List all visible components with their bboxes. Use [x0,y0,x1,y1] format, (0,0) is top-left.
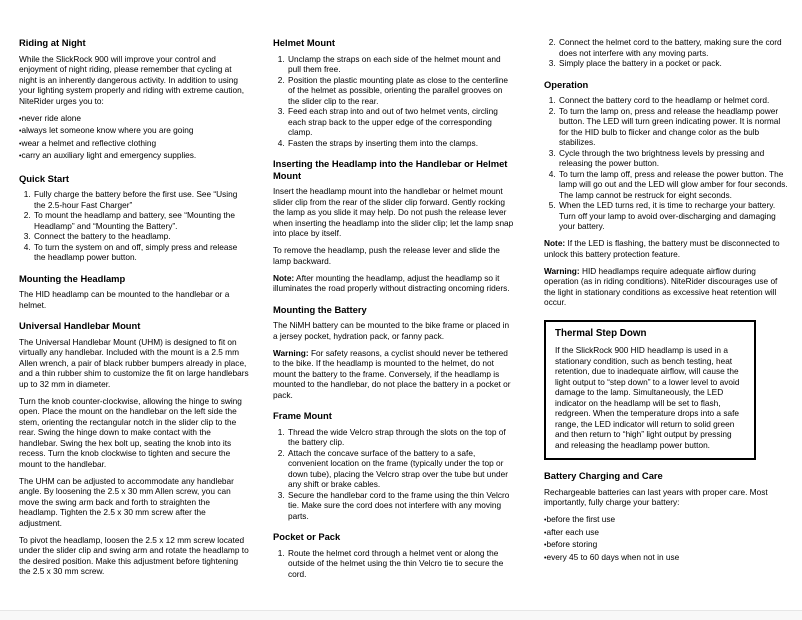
numbered-item: 3. Connect the battery to the headlamp. [33,231,249,242]
section-heading: Mounting the Headlamp [19,272,126,284]
bullet-item: • every 45 to 60 days when not in use [544,552,790,565]
numbered-item: 1. Route the helmet cord through a helmet vent or along the outside of the helmet using the thin Velcro tie to secure the cord. [287,548,515,580]
paragraph: While the SlickRock 900 will improve your control and enjoyment of night riding, please remember that cycling at night is an inherently dangerous activity. In addition to using your lighting system properly and riding with extreme caution, NiteRider urges you to: [19,53,245,106]
paragraph: Rechargeable batteries can last years with proper care. Most importantly, fully charge your battery: [544,486,768,507]
numbered-item: 1. Thread the wide Velcro strap through the slots on the top of the battery clip. [287,427,515,448]
paragraph-text: HID headlamps require adequate airflow during operation (as in riding conditions). NiteRider discourages use of the light in stationary conditions as excessive heat retention will occur. [544,265,778,307]
paragraph: Turn the knob counter-clockwise, allowing the hinge to swing open. Place the mount on the handlebar on the left side the stem, orienting the rectangular notch in the slider clip to the rear. Swing the hinge down to make contact with the handlebar. Swing the hex bolt up, seating the knob into its recess. Turn the knob clockwise to tighten and secure the mount to the handlebar. [19,395,242,469]
paragraph: The UHM can be adjusted to accommodate any handlebar angle. By loosening the 2.5 x 30 mm Allen screw, you can move the swing arm back and forth to straighten the headlamp. Tighten the 2.5 x 30 mm screw after the adjustment. [19,475,234,528]
numbered-item: 2. Position the plastic mounting plate as close to the centerline of the helmet as possible, orienting the parallel grooves on the slider clip to the rear. [287,75,515,107]
numbered-item: 4. To turn the lamp off, press and release the power button. The lamp will go out and the LED will glow amber for four seconds. The lamp cannot be restruck for eight seconds. [558,169,790,201]
bullet-item: • before storing [544,539,790,552]
paragraph: Insert the headlamp mount into the handlebar or helmet mount slider clip from the rear of the slider clip forward. Gently rocking the lamp as you slide it may help. Do not push the release lever when inserting the headlamp into the slider clip; let the lamp snap into place by itself. [273,186,514,238]
numbered-list [273,548,515,580]
paragraph-text: If the LED is flashing, the battery must be disconnected to unlock this battery protection feature. [544,238,780,259]
paragraph: The NiMH battery can be mounted to the bike frame or placed in a jersey pocket, hydration pack, or fanny pack. [273,320,510,341]
paragraph-lead: Warning: [273,347,309,358]
section-heading: Frame Mount [273,410,332,421]
thermal-step-down-box [544,320,756,461]
numbered-list [544,95,790,232]
section-heading: Pocket or Pack [273,531,341,542]
bullet-item: • after each use [544,527,790,540]
section-heading: Inserting the Headlamp into the Handlebar or Helmet Mount [273,158,508,181]
section-heading: Battery Charging and Care [544,470,663,481]
box-text: If the SlickRock 900 HID headlamp is used in a stationary condition, such as bench testing, heat retention, due to inadequate airflow, will cause the light output to “step down” to a lower level to avoid damage to the lamp. Simultaneously, the LED indicator on the headlamp will be set to flash, redgreen. When the temperature drops into a safe range, the LED indicator will return to solid green and then return to “high” light output by pressing and releasing the headlamp power button. [555,345,740,450]
numbered-item: 3. Cycle through the two brightness levels by pressing and releasing the power button. [558,148,790,169]
numbered-list [544,37,790,69]
numbered-item: 2. Connect the helmet cord to the battery, making sure the cord does not interfere with any moving parts. [558,37,790,58]
section-heading: Mounting the Battery [273,303,367,315]
numbered-item: 4. Fasten the straps by inserting them into the clamps. [287,138,515,149]
text-column-2 [263,0,535,610]
paragraph-lead: Note: [544,238,566,248]
paragraph-text: For safety reasons, a cyclist should never be tethered to the bike. If the headlamp is mounted to the helmet, do not mount the battery to the frame. Conversely, if the headlamp is mounted to the handlebar, do not place the battery in a pocket or pack. [273,347,511,400]
text-column-3 [535,0,802,610]
numbered-item: 5. When the LED turns red, it is time to recharge your battery. Turn off your lamp to avoid over-discharging and damaging your battery. [558,200,790,232]
section-heading: Operation [544,78,589,90]
numbered-list [273,427,515,522]
numbered-list [19,189,249,263]
numbered-item: 3. Secure the handlebar cord to the frame using the thin Velcro tie. Make sure the cord does not interfere with any moving parts. [287,490,515,522]
section-heading: Quick Start [19,172,70,184]
bullet-item: • before the first use [544,514,790,527]
numbered-item: 1. Connect the battery cord to the headlamp or helmet cord. [558,95,790,106]
paragraph [544,266,790,308]
bullet-item: • always let someone know where you are going [19,125,249,138]
numbered-item: 4. To turn the system on and off, simply press and release the headlamp power button. [33,242,249,263]
box-title: Thermal Step Down [555,327,647,339]
paragraph-lead: Warning: [544,265,580,276]
numbered-item: 2. Attach the concave surface of the battery to a safe, convenient location on the frame (typically under the top or down tube), placing the Velcro strap over the tube but under any shift or brake cables. [287,448,515,490]
paragraph [544,238,790,259]
paragraph: The Universal Handlebar Mount (UHM) is designed to fit on virtually any handlebar. Included with the mount is a 2.5 mm Allen wrench, a pair of black rubber bumpers already in place, and a thin rubber shim to customize the fit on large handlebars up to 32 mm in diameter. [19,336,249,389]
bullet-list [544,514,790,564]
numbered-item: 2. To turn the lamp on, press and release the headlamp power button. The LED will turn green indicating power. It is normal for the HID bulb to flicker and change color as the bulb stabilizes. [558,106,790,148]
numbered-item: 3. Feed each strap into and out of two helmet vents, circling each strap back to the upper edge of the corresponding clamp. [287,106,515,138]
bullet-list [19,113,249,163]
numbered-item: 3. Simply place the battery in a pocket or pack. [558,58,790,69]
section-heading: Riding at Night [19,37,86,48]
paragraph: To pivot the headlamp, loosen the 2.5 x 12 mm screw located under the slider clip and swing arm and rotate the headlamp to the desired position. Make this adjustment before tightening the 2.5 x 30 mm screw. [19,534,249,576]
page-bottom-edge [0,610,802,620]
numbered-item: 1. Unclamp the straps on each side of the helmet mount and pull them free. [287,54,515,75]
text-column-1 [0,0,263,610]
numbered-item: 1. Fully charge the battery before the first use. See “Using the 2.5-hour Fast Charger” [33,189,249,210]
paragraph [273,273,515,294]
paragraph-text: After mounting the headlamp, adjust the headlamp so it illuminates the road properly without distracting oncoming riders. [273,272,510,293]
bullet-item: • never ride alone [19,113,249,126]
bullet-item: • carry an auxiliary light and emergency supplies. [19,150,249,163]
section-heading: Universal Handlebar Mount [19,320,141,331]
section-heading: Helmet Mount [273,37,335,48]
numbered-list [273,54,515,149]
bullet-item: • wear a helmet and reflective clothing [19,138,249,151]
paragraph: The HID headlamp can be mounted to the handlebar or a helmet. [19,289,230,310]
numbered-item: 2. To mount the headlamp and battery, see “Mounting the Headlamp” and “Mounting the Battery”. [33,210,249,231]
paragraph-lead: Note: [273,272,295,283]
paragraph: To remove the headlamp, push the release lever and slide the lamp backward. [273,245,500,266]
paragraph [273,348,515,401]
